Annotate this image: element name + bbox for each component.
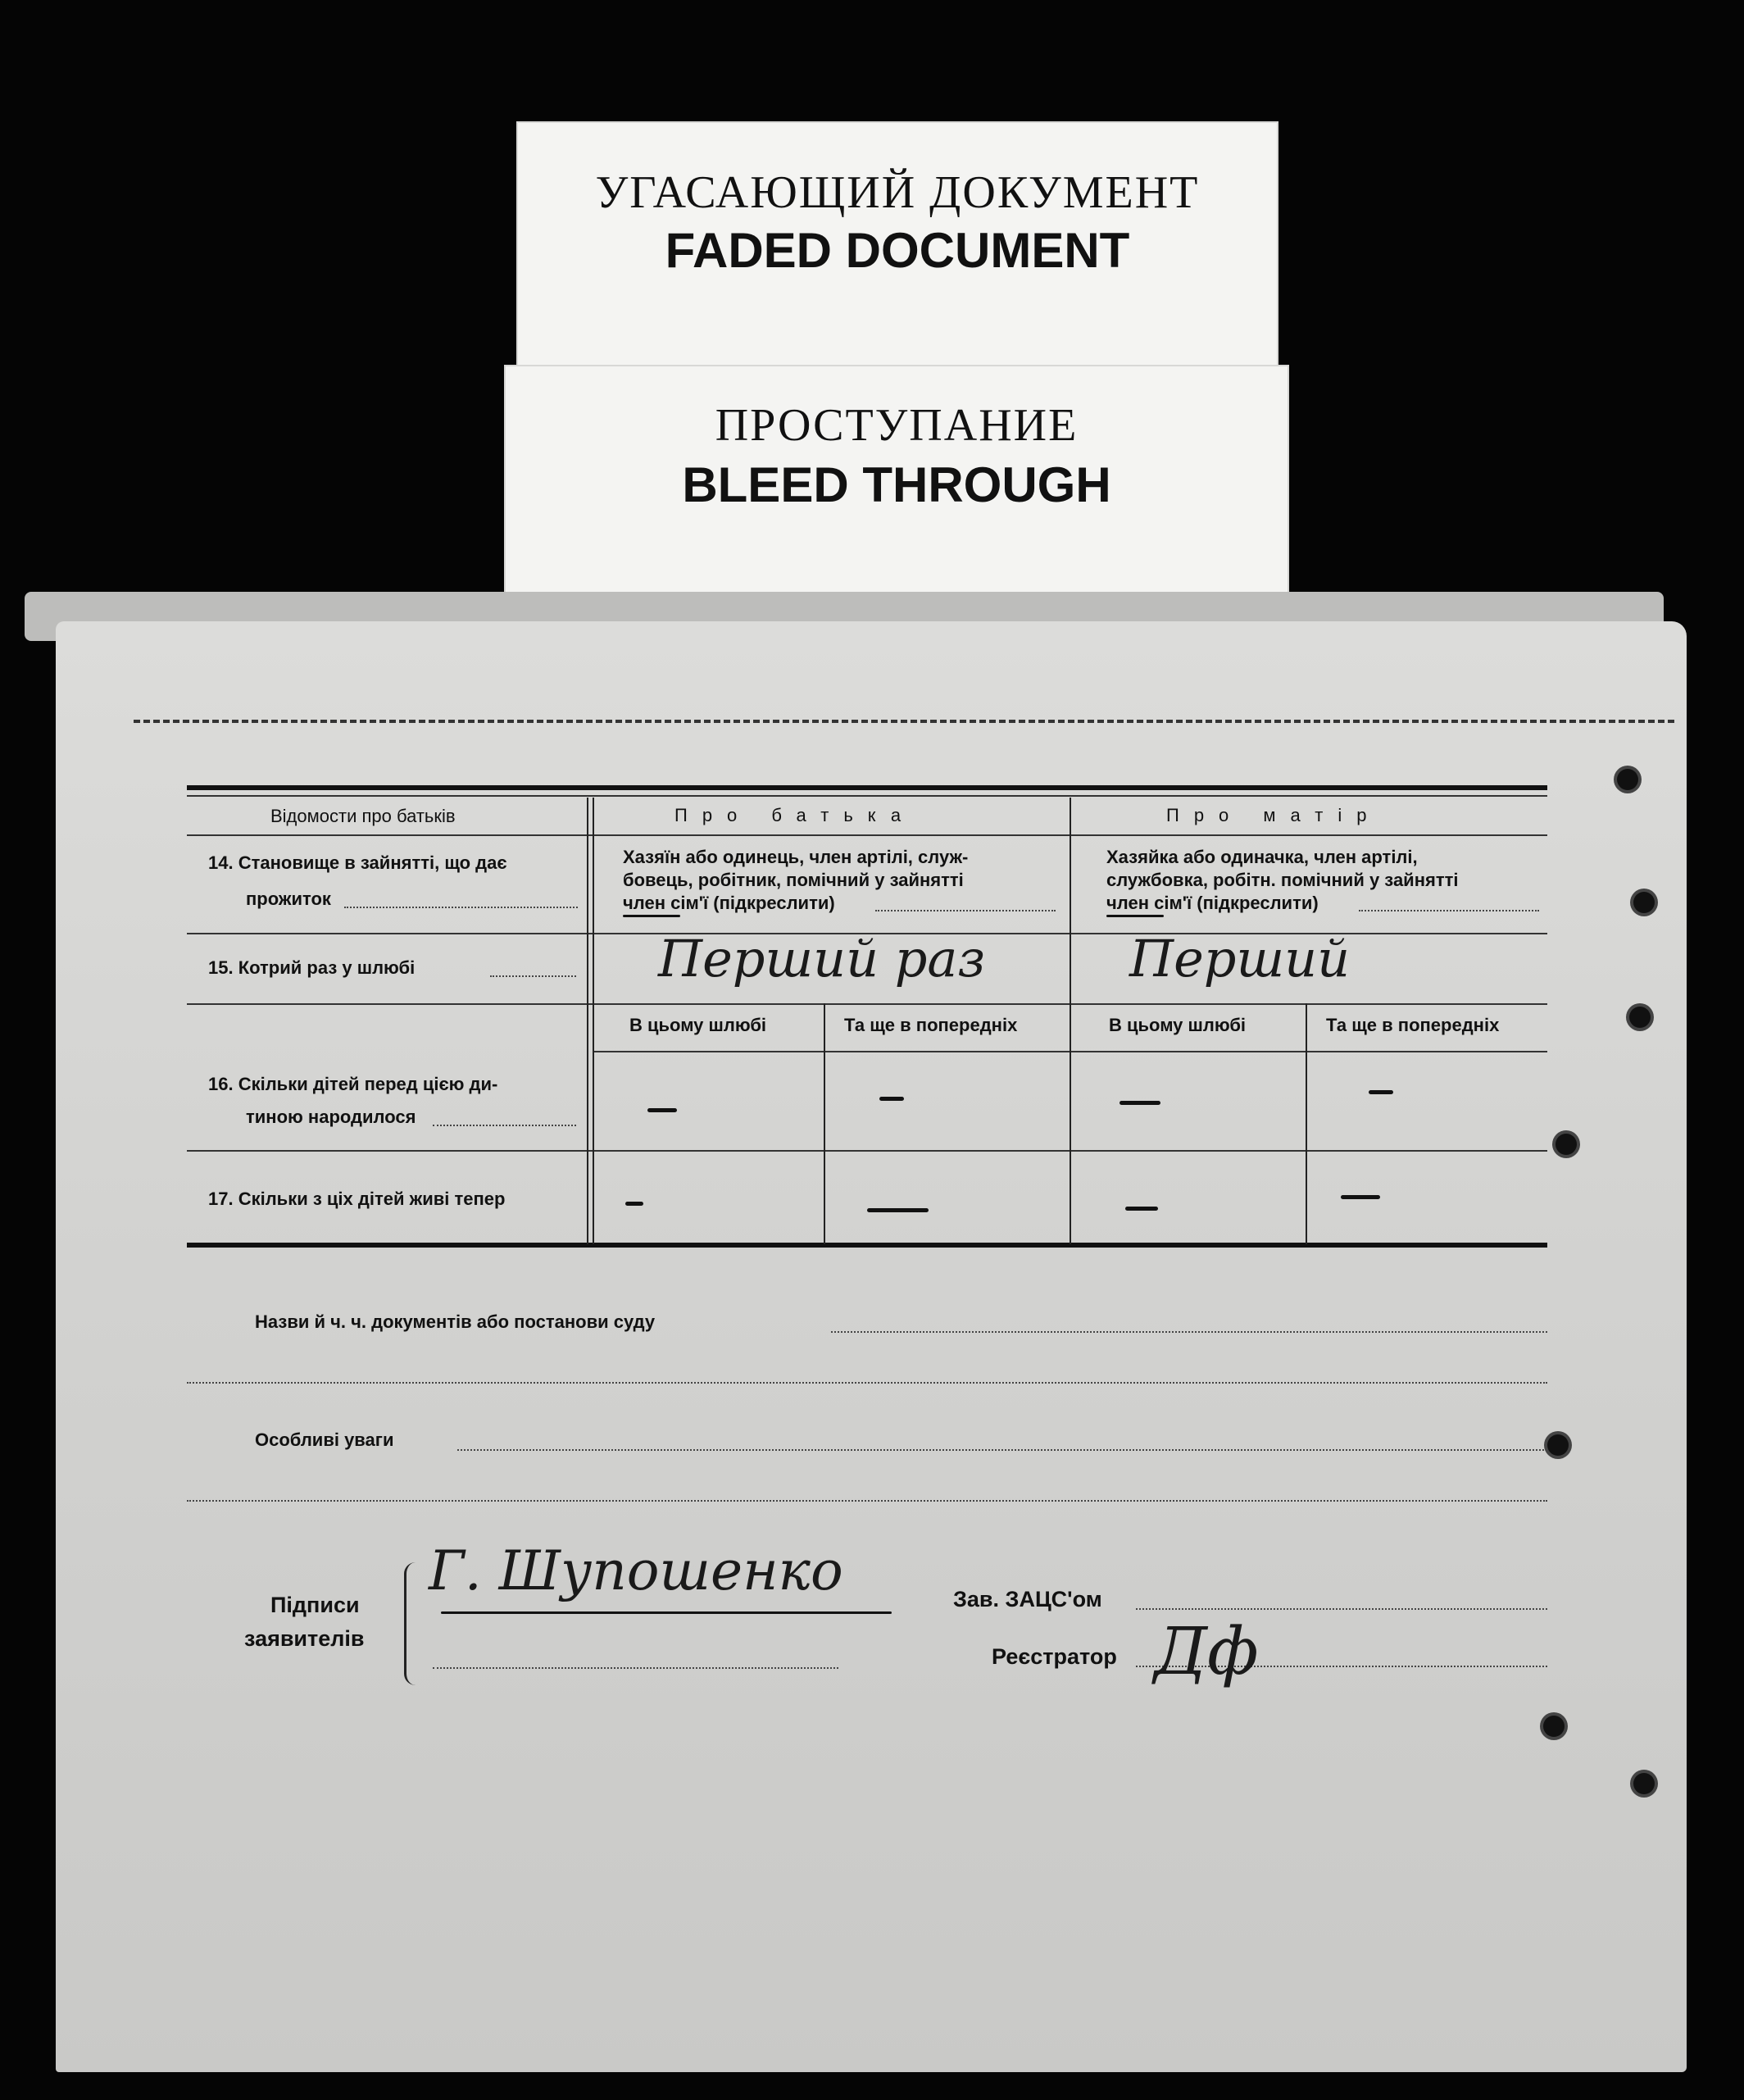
fill-line — [187, 1500, 1547, 1502]
no-children-dash — [879, 1097, 904, 1101]
binding-hole — [1633, 892, 1655, 913]
binding-hole — [1629, 1007, 1651, 1028]
row15-label: 15. Котрий раз у шлюбі — [208, 957, 416, 978]
no-children-dash — [1120, 1101, 1160, 1105]
mother-column-header: Про матір — [1166, 805, 1382, 825]
underline-mark — [623, 915, 680, 917]
fill-line — [1359, 910, 1539, 911]
header-divider — [187, 834, 1547, 836]
signature-stroke — [441, 1611, 892, 1614]
column-divider — [1070, 798, 1071, 1244]
remarks-label: Особливі уваги — [255, 1430, 394, 1450]
fill-line — [187, 1382, 1547, 1384]
column-divider — [824, 1003, 825, 1244]
father-this-marriage-header: В цьому шлюбі — [629, 1015, 767, 1035]
father-occupation-options: Хазяїн або одинець, член артілі, служ- — [623, 847, 969, 867]
row14-label-cont: прожиток — [246, 889, 331, 909]
parents-info-header: Відомости про батьків — [270, 806, 456, 826]
fill-line — [490, 975, 576, 977]
faded-notice-english: FADED DOCUMENT — [665, 223, 1130, 278]
faded-notice-russian: УГАСАЮЩИЙ ДОКУМЕНТ — [595, 167, 1200, 218]
registrar-label: Реєстратор — [992, 1644, 1117, 1669]
perforation-line — [134, 720, 1674, 723]
binding-hole — [1617, 769, 1638, 790]
no-children-dash — [1341, 1195, 1380, 1199]
applicants-signatures-label-cont: заявителів — [244, 1626, 365, 1651]
applicant-signature-handwritten: Г. Шупошенко — [429, 1539, 843, 1602]
father-previous-header: Та ще в попередніх — [844, 1015, 1018, 1035]
fill-line — [433, 1125, 576, 1126]
binding-hole — [1556, 1134, 1577, 1155]
mother-marriage-count-handwritten: Перший — [1129, 929, 1351, 989]
row14-label: 14. Становище в зайнятті, що дає — [208, 852, 507, 873]
signature-brace — [404, 1562, 418, 1685]
mother-occupation-options-cont: член сім'ї (підкреслити) — [1106, 893, 1319, 913]
registration-form-sheet — [56, 621, 1687, 2072]
no-children-dash — [1369, 1090, 1393, 1094]
father-marriage-count-handwritten: Перший раз — [658, 929, 986, 989]
no-children-dash — [1125, 1207, 1158, 1211]
row-divider — [187, 1150, 1547, 1152]
column-divider — [593, 798, 594, 1244]
table-bottom-rule — [187, 1243, 1547, 1248]
underline-mark — [1106, 915, 1164, 917]
father-occupation-options-cont: бовець, робітник, помічний у зайнятті — [623, 870, 964, 890]
registry-head-label: Зав. ЗАЦС'ом — [953, 1587, 1102, 1611]
fill-line — [457, 1449, 1547, 1451]
mother-occupation-options: Хазяйка або одиначка, член артілі, — [1106, 847, 1418, 867]
column-divider — [1306, 1003, 1307, 1244]
bleed-notice-russian: ПРОСТУПАНИЕ — [715, 400, 1079, 451]
mother-occupation-options-cont: службовка, робітн. помічний у зайнятті — [1106, 870, 1459, 890]
no-children-dash — [867, 1208, 929, 1212]
row17-label: 17. Скільки з ціх дітей живі тепер — [208, 1189, 506, 1209]
table-top-rule — [187, 785, 1547, 790]
bleed-through-notice — [504, 365, 1289, 602]
faded-document-notice — [516, 121, 1278, 384]
mother-this-marriage-header: В цьому шлюбі — [1109, 1015, 1247, 1035]
column-divider — [587, 798, 588, 1244]
mother-previous-header: Та ще в попередніх — [1326, 1015, 1500, 1035]
bleed-notice-english: BLEED THROUGH — [682, 457, 1111, 512]
registrar-signature-handwritten: Дф — [1154, 1613, 1259, 1689]
no-children-dash — [647, 1108, 677, 1112]
fill-line — [875, 910, 1056, 911]
table-top-rule — [187, 795, 1547, 797]
father-occupation-options-cont: член сім'ї (підкреслити) — [623, 893, 835, 913]
binding-hole — [1543, 1716, 1565, 1737]
binding-hole — [1633, 1773, 1655, 1794]
documents-label: Назви й ч. ч. документів або постанови суду — [255, 1311, 656, 1332]
fill-line — [1136, 1608, 1547, 1610]
row16-label-cont: тиною народилося — [246, 1107, 416, 1127]
fill-line — [344, 907, 578, 908]
father-column-header: Про батька — [674, 805, 916, 825]
row16-label: 16. Скільки дітей перед цією ди- — [208, 1074, 498, 1094]
row-divider — [187, 1003, 1547, 1005]
binding-hole — [1547, 1434, 1569, 1456]
applicants-signatures-label: Підписи — [270, 1593, 360, 1617]
fill-line — [831, 1331, 1547, 1333]
fill-line — [433, 1667, 838, 1669]
no-children-dash — [625, 1202, 643, 1206]
